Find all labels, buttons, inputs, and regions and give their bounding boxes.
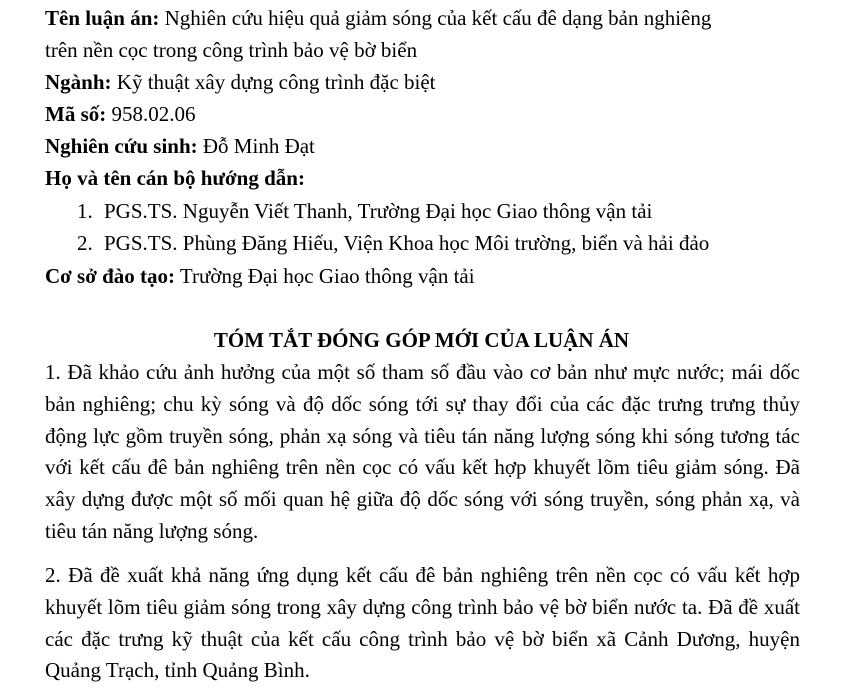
major-line — [45, 67, 436, 97]
supervisor-item: PGS.TS. Nguyễn Viết Thanh, Trường Đại học Giao thông vận tải — [104, 199, 653, 223]
student-value: Đỗ Minh Đạt — [202, 134, 315, 158]
code-label: Mã số: — [45, 102, 107, 126]
major-value: Kỹ thuật xây dựng công trình đặc biệt — [116, 70, 436, 94]
contribution-paragraph: 1. Đã khảo cứu ảnh hưởng của một số tham số đầu vào cơ bản như mực nước; mái dốc bản nghiêng; chu kỳ sóng và độ dốc sóng tới sự thay đổi của các đặc trưng trưng thủy động lực gồm truyền sóng, phản xạ sóng và tiêu tán năng lượng sóng khi sóng tương tác với kết cấu đê bản nghiêng trên nền cọc có vấu kết hợp khuyết lõm tiêu giảm sóng. Đã xây dựng được một số mối quan hệ giữa độ dốc sóng với sóng truyền, sóng phản xạ, và tiêu tán năng lượng sóng. — [45, 360, 800, 543]
institution-value: Trường Đại học Giao thông vận tải — [179, 264, 475, 288]
supervisor-item: PGS.TS. Phùng Đăng Hiếu, Viện Khoa học Môi trường, biển và hải đảo — [104, 231, 710, 255]
code-value: 958.02.06 — [111, 102, 196, 126]
code-line — [45, 99, 196, 129]
supervisor-number: 2. — [77, 231, 93, 255]
thesis-title-continuation: trên nền cọc trong công trình bảo vệ bờ biển — [45, 38, 418, 62]
student-line — [45, 131, 315, 161]
summary-heading: TÓM TẮT ĐÓNG GÓP MỚI CỦA LUẬN ÁN — [213, 328, 630, 352]
supervisors-label: Họ và tên cán bộ hướng dẫn: — [45, 166, 305, 190]
contribution-paragraph: 2. Đã đề xuất khả năng ứng dụng kết cấu đê bản nghiêng trên nền cọc có vấu kết hợp khuyết lõm tiêu giảm sóng trong xây dựng công trình bảo vệ bờ biển nước ta. Đã đề xuất các đặc trưng kỹ thuật của kết cấu công trình bảo vệ bờ biển xã Cảnh Dương, huyện Quảng Trạch, tỉnh Quảng Bình. — [45, 563, 800, 683]
supervisor-number: 1. — [77, 199, 93, 223]
thesis-title-line — [45, 3, 711, 33]
institution-label: Cơ sở đào tạo: — [45, 264, 176, 288]
institution-line — [45, 261, 475, 291]
thesis-title-value: Nghiên cứu hiệu quả giảm sóng của kết cấu đê dạng bản nghiêng — [164, 6, 712, 30]
major-label: Ngành: — [45, 70, 112, 94]
thesis-title-label: Tên luận án: — [45, 6, 160, 30]
student-label: Nghiên cứu sinh: — [45, 134, 198, 158]
